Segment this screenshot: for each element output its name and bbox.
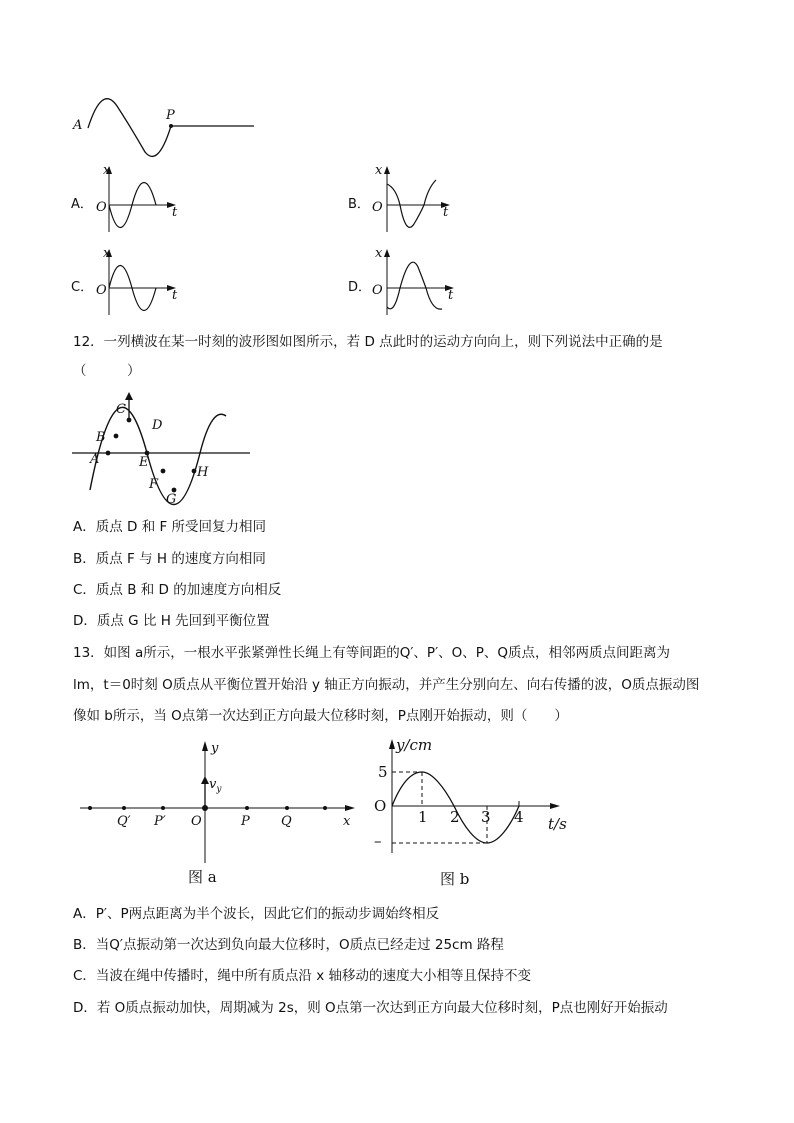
- wave-point-c: C: [116, 402, 126, 417]
- rope-diagram: [70, 90, 270, 160]
- option-a-t-label: t: [172, 205, 178, 220]
- option-c-x-label: x: [103, 246, 111, 261]
- option-d-origin: O: [372, 283, 383, 298]
- option-b-origin: O: [372, 200, 383, 215]
- fig-b-y-max: 5: [378, 763, 388, 781]
- option-d-x-label: x: [375, 246, 383, 261]
- fig-b-y-label: y/cm: [396, 736, 433, 754]
- option-d-t-label: t: [448, 288, 454, 303]
- q13-stem-line-1: 13．如图 a所示，一根水平张紧弹性长绳上有等间距的Q′、P′、O、P、Q质点，相邻两质点间距离为: [73, 645, 671, 661]
- wave-point-d: D: [152, 418, 163, 433]
- fig-a-velocity-sub: y: [216, 784, 222, 795]
- option-a-letter[interactable]: A．: [71, 197, 93, 212]
- fig-b-tick-2: 2: [450, 808, 460, 826]
- fig-a-point-p-prime: P′: [154, 814, 166, 829]
- q13-stem-line-2: lm，t＝0时刻 O质点从平衡位置开始沿 y 轴正方向振动，并产生分别向左、向右传播的波，O质点振动图: [73, 677, 700, 693]
- fig-a-point-p: P: [241, 814, 250, 829]
- wave-point-h: H: [197, 465, 209, 480]
- wave-point-b: B: [96, 430, 106, 445]
- label-p: P: [166, 108, 175, 123]
- fig-a-point-q: Q: [281, 814, 292, 829]
- fig-a-caption: 图 a: [188, 868, 217, 886]
- option-b-graph: [370, 162, 460, 232]
- option-c-letter[interactable]: C．: [71, 280, 94, 295]
- option-c-t-label: t: [172, 288, 178, 303]
- figure-a-diagram: [75, 735, 365, 865]
- q13-option-d[interactable]: D．若 O质点振动加快，周期减为 2s，则 O点第一次达到正方向最大位移时刻，P点也刚好开始振动: [73, 1000, 668, 1016]
- fig-b-tick-1: 1: [418, 808, 428, 826]
- q13-option-b[interactable]: B．当Q′点振动第一次达到负向最大位移时，O质点已经走过 25cm 路程: [73, 937, 504, 953]
- q13-option-a[interactable]: A．P′、P两点距离为半个波长，因此它们的振动步调始终相反: [73, 906, 440, 922]
- fig-b-caption: 图 b: [440, 870, 470, 888]
- fig-a-point-o: O: [191, 814, 202, 829]
- q12-option-d[interactable]: D．质点 G 比 H 先回到平衡位置: [73, 613, 270, 629]
- option-b-letter[interactable]: B．: [348, 197, 370, 212]
- q13-stem-line-3: 像如 b所示，当 O点第一次达到正方向最大位移时刻，P点刚开始振动，则（ ）: [73, 708, 568, 724]
- fig-a-velocity-label: $v_y$: [209, 777, 222, 795]
- fig-b-tick-3: 3: [481, 808, 491, 826]
- option-a-origin: O: [96, 200, 107, 215]
- fig-b-y-min: –: [374, 832, 382, 850]
- fig-b-t-label: t/s: [548, 815, 567, 833]
- option-d-letter[interactable]: D．: [348, 280, 372, 295]
- option-c-origin: O: [96, 283, 107, 298]
- fig-b-origin: O: [374, 797, 387, 815]
- point-p-dot: [169, 124, 173, 128]
- wave-point-a: A: [90, 452, 100, 467]
- option-a-x-label: x: [103, 163, 111, 178]
- fig-a-x-label: x: [343, 814, 351, 829]
- wave-point-e: E: [139, 455, 149, 470]
- q12-option-c[interactable]: C．质点 B 和 D 的加速度方向相反: [73, 582, 282, 598]
- option-b-t-label: t: [443, 205, 449, 220]
- option-b-x-label: x: [375, 163, 383, 178]
- q13-option-c[interactable]: C．当波在绳中传播时，绳中所有质点沿 x 轴移动的速度大小相等且保持不变: [73, 968, 531, 984]
- option-d-graph: [370, 245, 460, 315]
- fig-a-y-label: y: [211, 741, 219, 756]
- q12-option-a[interactable]: A．质点 D 和 F 所受回复力相同: [73, 519, 267, 535]
- q12-stem: 12．一列横波在某一时刻的波形图如图所示，若 D 点此时的运动方向向上，则下列说法中正确的是: [73, 334, 663, 350]
- fig-b-tick-4: 4: [514, 808, 524, 826]
- fig-a-point-q-prime: Q′: [117, 814, 131, 829]
- q12-option-b[interactable]: B．质点 F 与 H 的速度方向相同: [73, 551, 266, 567]
- wave-point-g: G: [166, 492, 177, 507]
- q12-answer-blank: （ ）: [73, 363, 141, 379]
- wave-point-f: F: [149, 477, 159, 492]
- label-a: A: [73, 118, 83, 133]
